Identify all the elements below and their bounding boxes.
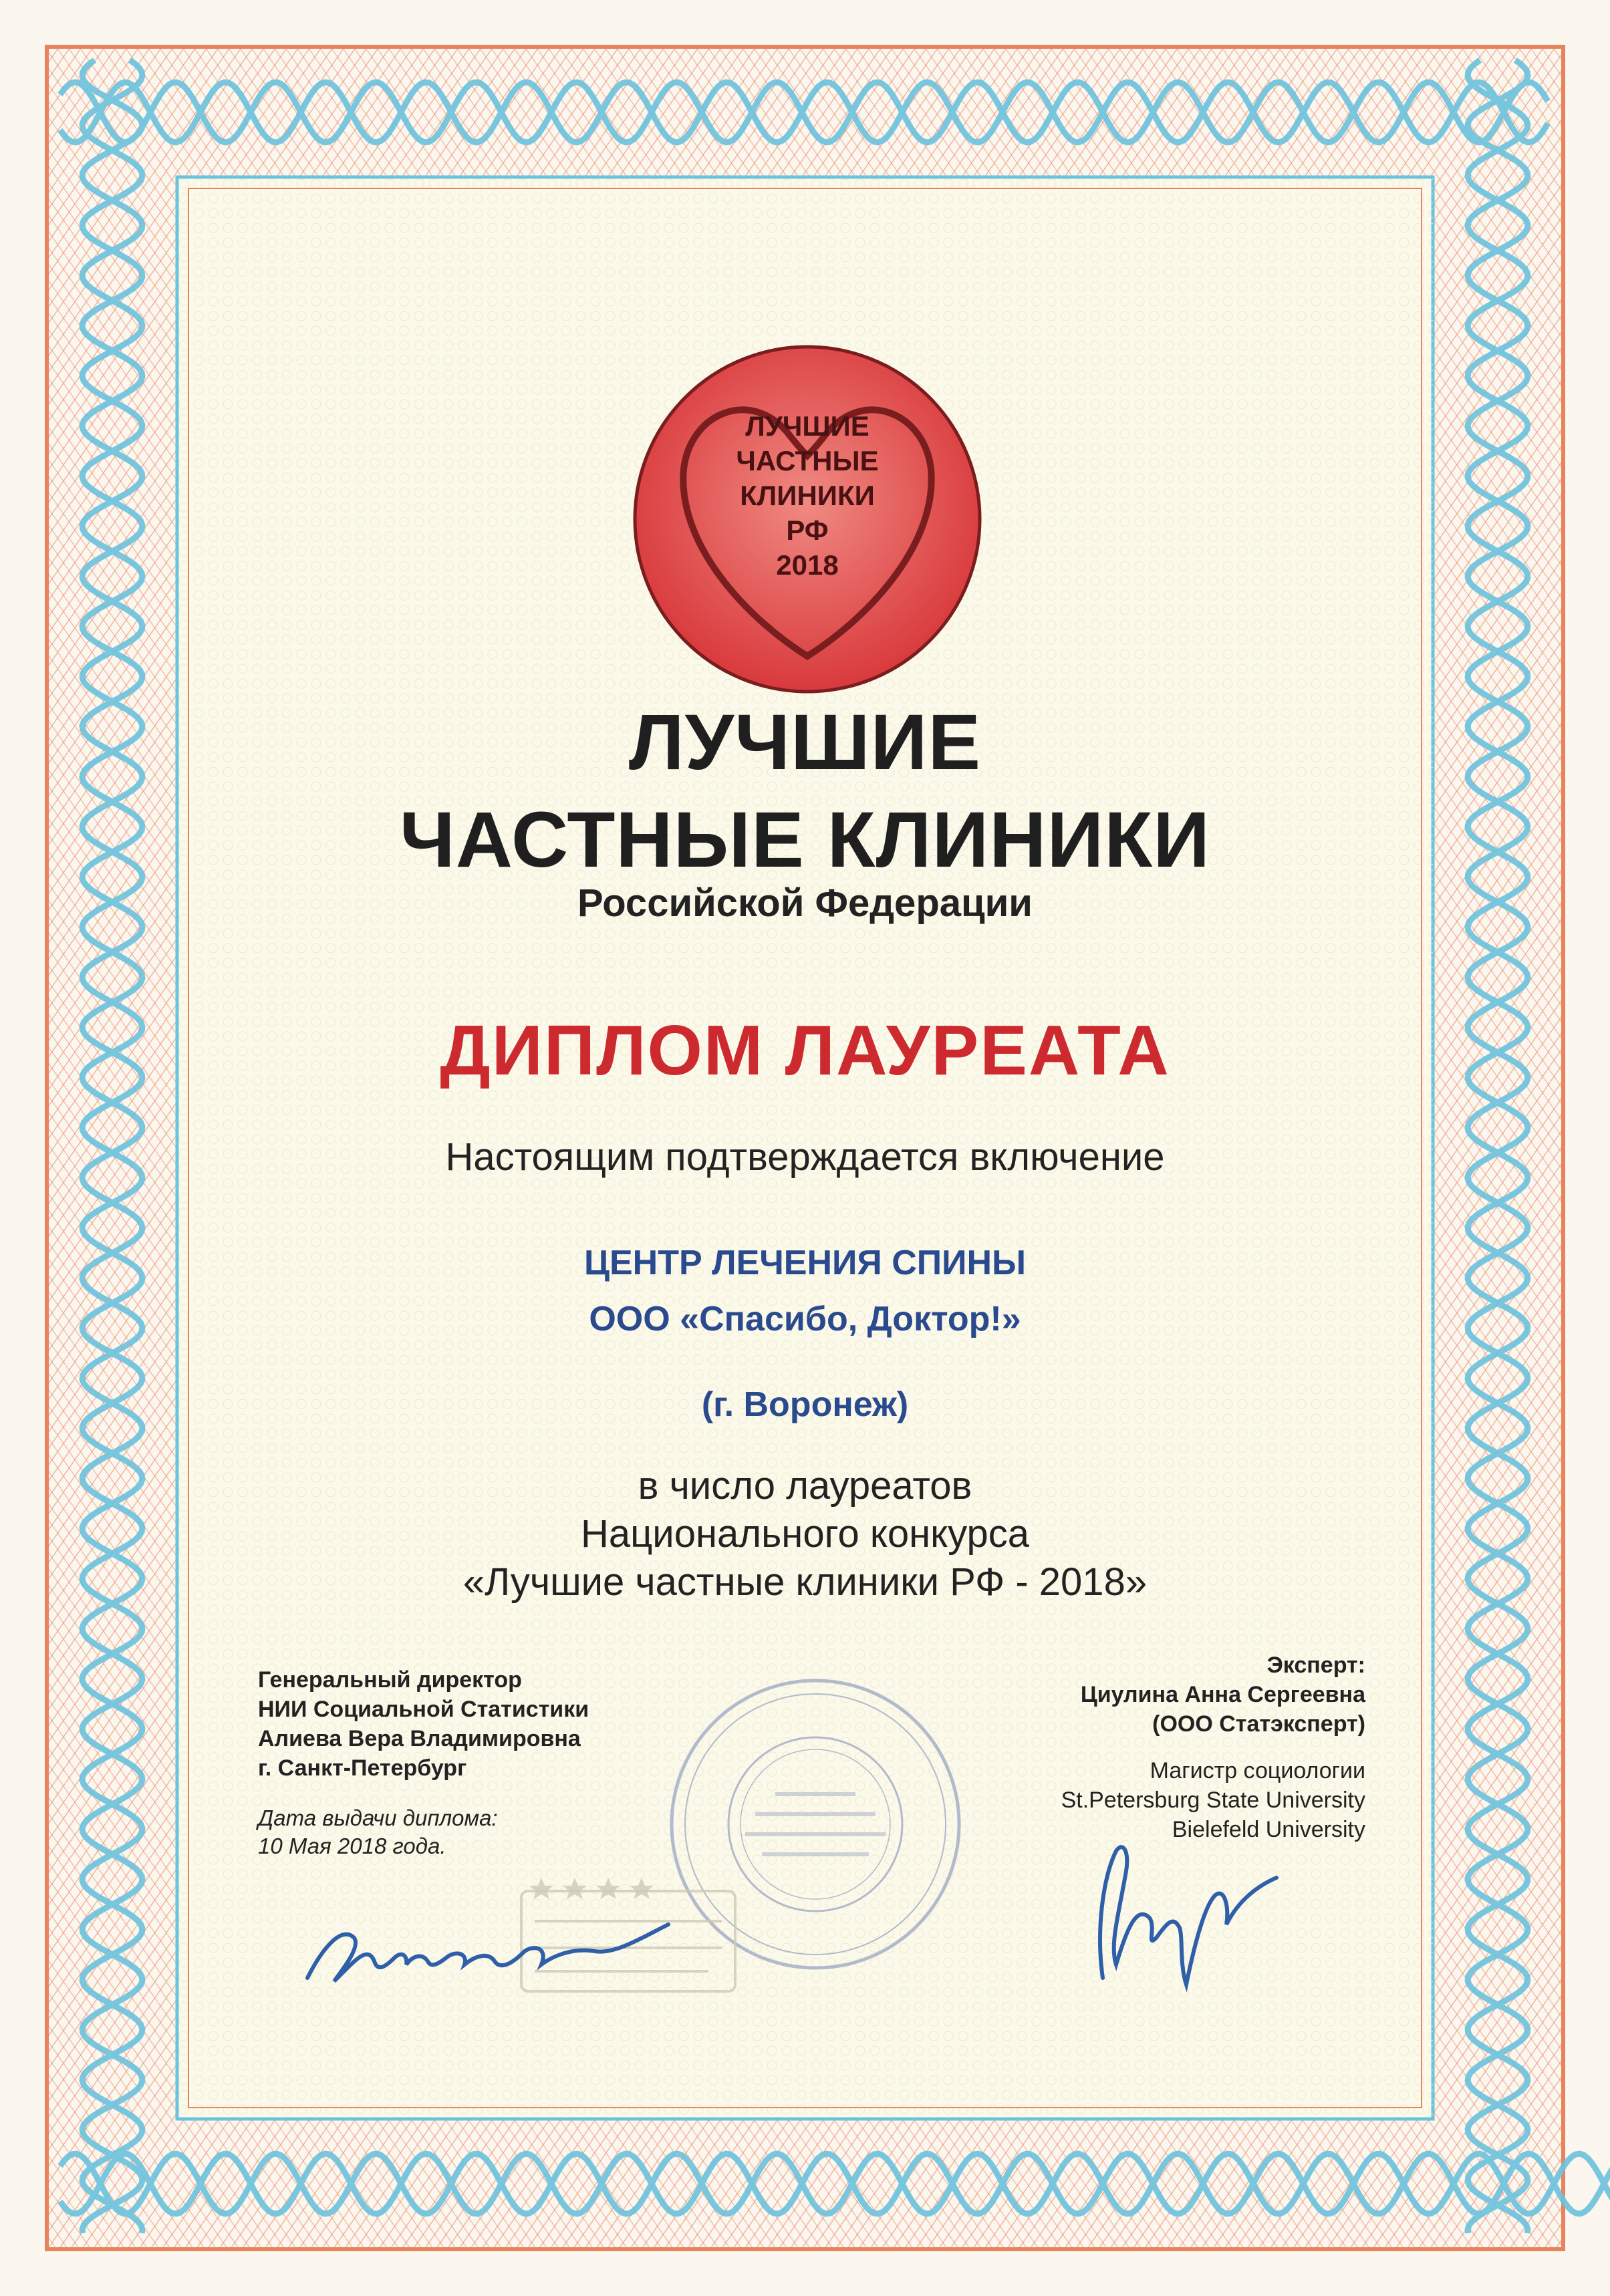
heading-subtitle: Российской Федерации — [577, 881, 1033, 925]
emblem-line-1: ЛУЧШИЕ — [745, 410, 869, 442]
expert-org: (ООО Статэксперт) — [1152, 1711, 1365, 1737]
laureate-org: ООО «Спасибо, Доктор!» — [589, 1300, 1021, 1338]
expert-label: Эксперт: — [1266, 1653, 1365, 1678]
contest-line-1: в число лауреатов — [638, 1464, 972, 1508]
director-city: г. Санкт-Петербург — [258, 1755, 467, 1781]
director-org: НИИ Социальной Статистики — [258, 1697, 589, 1722]
issue-date: 10 Мая 2018 года. — [258, 1834, 446, 1858]
director-block — [258, 1665, 726, 1783]
contest-line-3: «Лучшие частные клиники РФ - 2018» — [462, 1560, 1148, 1604]
expert-name: Циулина Анна Сергеевна — [1080, 1682, 1365, 1707]
director-signature — [294, 1898, 695, 2005]
heading-line-1: ЛУЧШИЕ — [628, 698, 982, 786]
issue-label: Дата выдачи диплома: — [258, 1806, 498, 1830]
emblem-line-3: КЛИНИКИ — [740, 480, 875, 511]
director-role: Генеральный директор — [258, 1667, 522, 1693]
expert-uni-2: Bielefeld University — [1172, 1817, 1365, 1842]
expert-degree: Магистр социологии — [1150, 1758, 1365, 1783]
emblem-line-4: РФ — [786, 515, 829, 546]
confirm-text: Настоящим подтверждается включение — [445, 1135, 1165, 1179]
issue-date-block — [258, 1804, 498, 1860]
diploma-title: ДИПЛОМ ЛАУРЕАТА — [440, 1011, 1170, 1090]
expert-signature — [1063, 1831, 1303, 2005]
emblem-line-5: 2018 — [776, 549, 839, 581]
emblem-line-2: ЧАСТНЫЕ — [736, 445, 879, 476]
laureate-name: ЦЕНТР ЛЕЧЕНИЯ СПИНЫ — [583, 1244, 1027, 1282]
contest-emblem — [630, 342, 984, 696]
director-name: Алиева Вера Владимировна — [258, 1726, 581, 1751]
contest-line-2: Национального конкурса — [580, 1512, 1030, 1556]
heading-line-2: ЧАСТНЫЕ КЛИНИКИ — [399, 796, 1211, 884]
laureate-city: (г. Воронеж) — [701, 1385, 909, 1424]
expert-uni-1: St.Petersburg State University — [1061, 1787, 1365, 1813]
